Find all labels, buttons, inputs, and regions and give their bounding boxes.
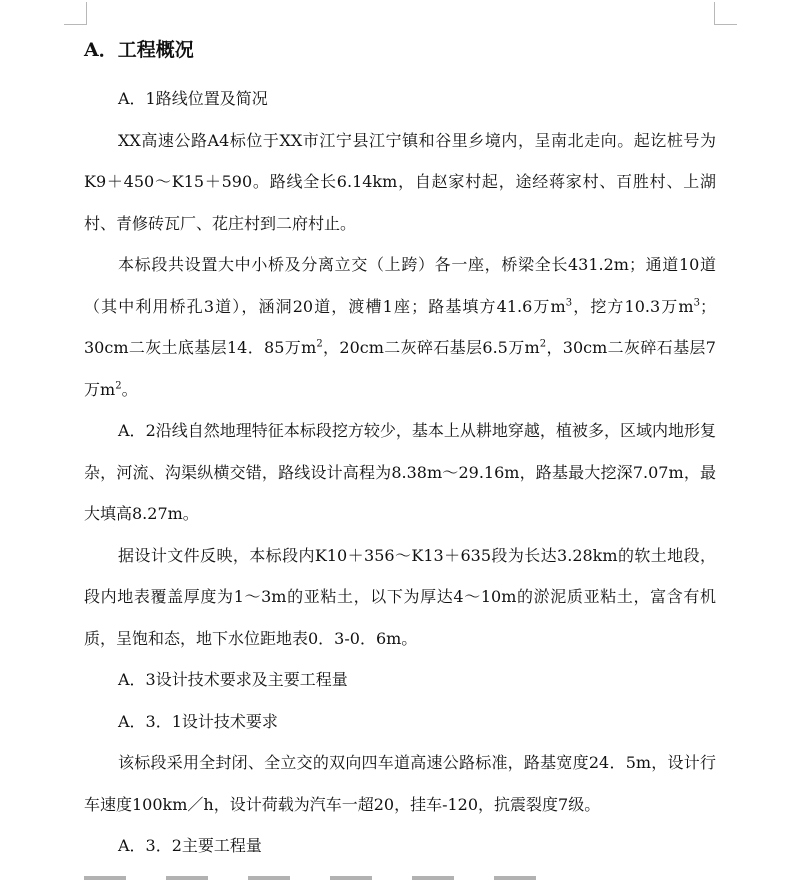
paragraph-route-location: XX高速公路A4标位于XX市江宁县江宁镇和谷里乡境内，呈南北走向。起讫桩号为K9＋450～K15＋590。路线全长6.14km，自赵家村起，途经蒋家村、百胜村、上湖村、青修砖瓦厂、花庄村到二府村止。 bbox=[84, 130, 716, 233]
paragraph-design-standards: 该标段采用全封闭、全立交的双向四车道高速公路标准，路基宽度24．5m，设计行车速度100km／h，设计荷载为汽车一超20，挂车-120，抗震裂度7级。 bbox=[84, 753, 716, 814]
quantities-text-1: 本标段共设置大中小桥及分离立交（上跨）各一座，桥梁全长431.2m；通道10道（其中利用桥孔3道），涵洞20道，渡槽1座；路基填方41.6万m bbox=[84, 255, 716, 316]
paragraph-geography: A．2沿线自然地理特征本标段挖方较少，基本上从耕地穿越，植被多，区域内地形复杂，河流、沟渠纵横交错，路线设计高程为8.38m～29.16m，路基最大挖深7.07m，最大填高8.27m。 bbox=[84, 421, 716, 523]
heading-a1: A．1路线位置及简况 bbox=[118, 89, 268, 108]
heading-a3-2: A．3．2主要工程量 bbox=[118, 836, 262, 855]
crop-mark-left bbox=[64, 2, 87, 25]
superscript-2: 2 bbox=[115, 380, 122, 392]
quantities-text-2: ，挖方10.3万m bbox=[572, 296, 694, 316]
section-title: A．工程概况 bbox=[84, 39, 194, 61]
heading-a3: A．3设计技术要求及主要工程量 bbox=[118, 670, 348, 689]
superscript-2: 2 bbox=[539, 338, 547, 350]
heading-a3-1: A．3．1设计技术要求 bbox=[118, 711, 278, 731]
quantities-text-6: 。 bbox=[121, 379, 138, 399]
superscript-2: 2 bbox=[316, 338, 323, 350]
document-page bbox=[84, 30, 716, 867]
paragraph-soft-soil: 据设计文件反映，本标段内K10＋356～K13＋635段为长达3.28km的软土地段，段内地表覆盖厚度为1～3m的亚粘土，以下为厚达4～10m的淤泥质亚粘土，富含有机质，呈饱和态，地下水位距地表0．3-0．6m。 bbox=[84, 545, 716, 648]
superscript-3: 3 bbox=[565, 297, 573, 309]
quantities-text-3: ；30cm二灰土底基层14．85万m bbox=[84, 296, 716, 357]
crop-mark-right bbox=[714, 2, 737, 25]
superscript-3: 3 bbox=[693, 297, 700, 309]
quantities-text-4: ，20cm二灰碎石基层6.5万m bbox=[322, 338, 540, 357]
paragraph-bridges-quantities bbox=[84, 244, 716, 410]
cut-off-next-line bbox=[84, 862, 716, 884]
quantities-text-5: ，30cm二灰碎石基层7万m bbox=[84, 338, 716, 399]
